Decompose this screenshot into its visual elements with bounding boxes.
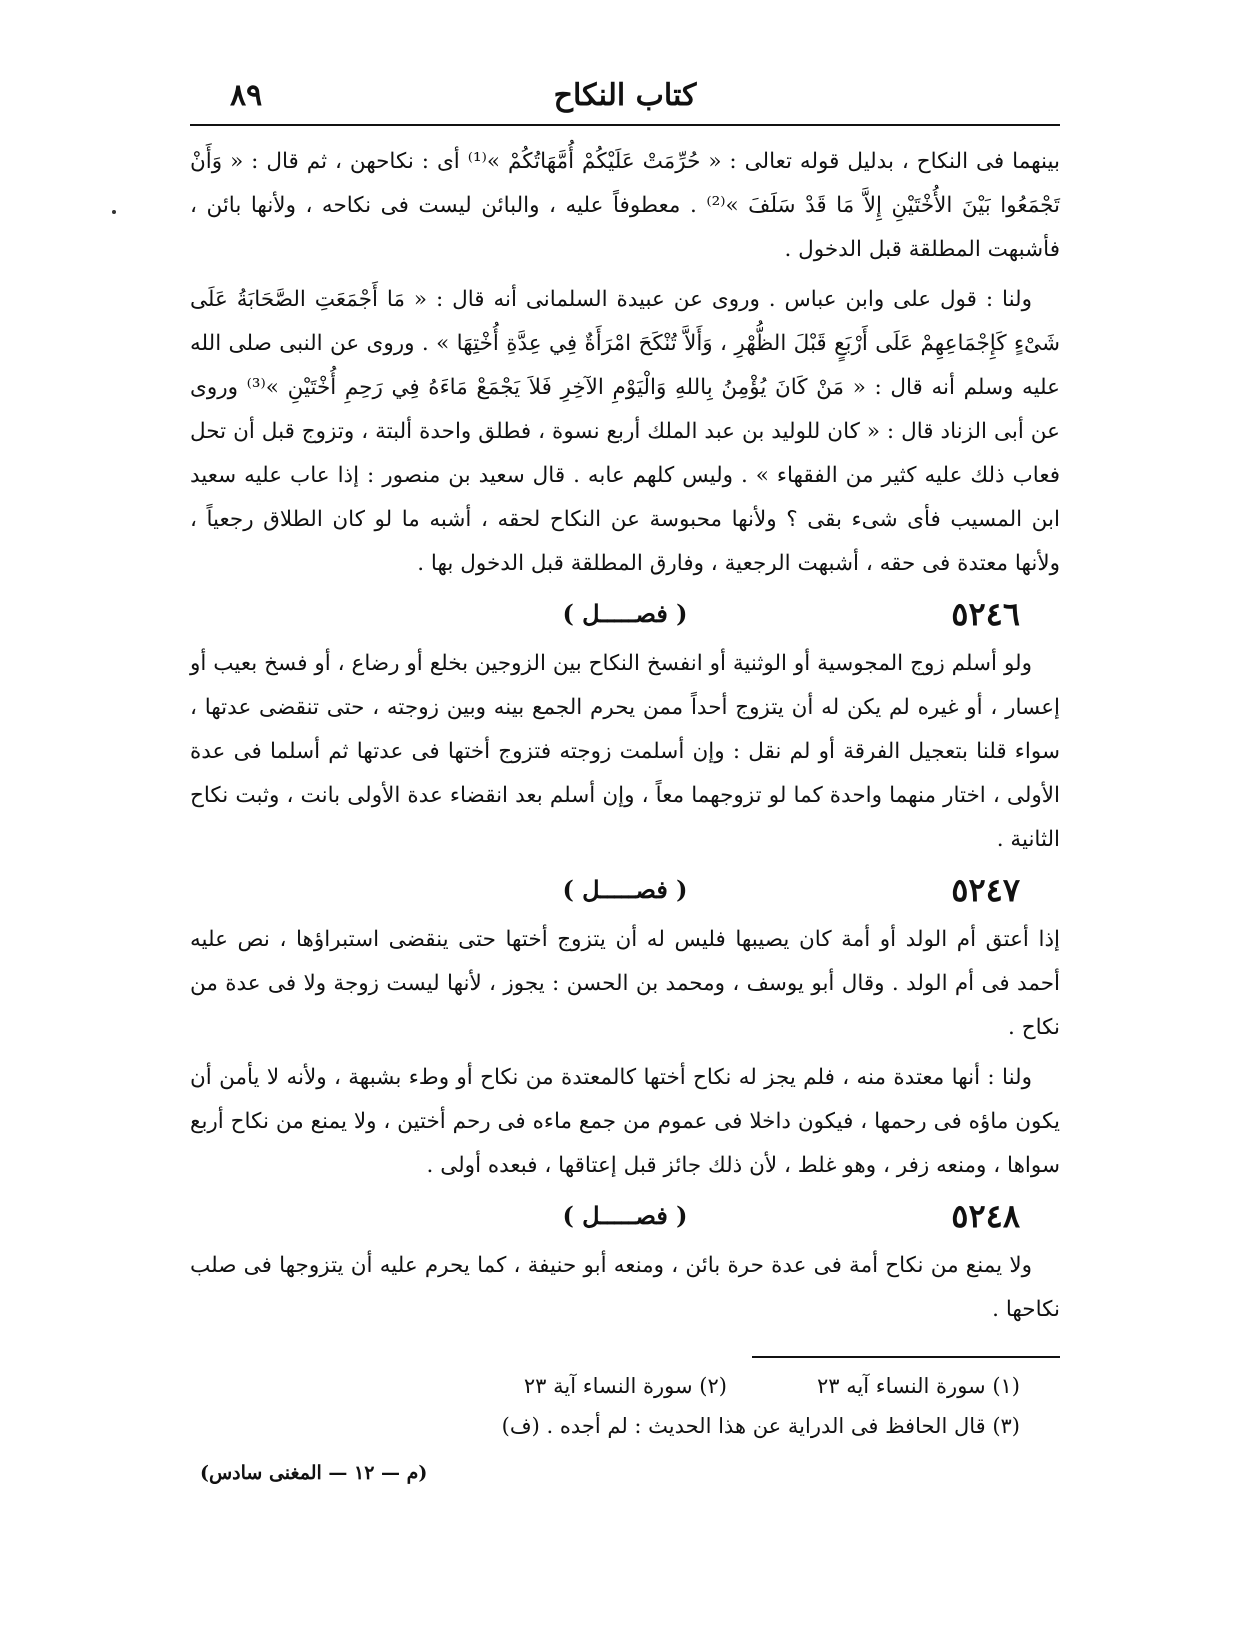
paragraph: بينهما فى النكاح ، بدليل قوله تعالى : « حُرِّمَتْ عَلَيْكُمْ أُمَّهَاتُكُمْ »⁽¹⁾ أى : نكاحهن ، ثم قال : « وَأَنْ تَجْمَعُوا بَيْنَ الأُخْتَيْنِ إِلاَّ مَا قَدْ سَلَفَ »⁽²⁾ . معطوفاً عليه ، والبائن ليست فى نكاحه ، ولأنها بائن ، فأشبهت المطلقة قبل الدخول . (190, 149, 1061, 262)
footnote-2: (٢) سورة النساء آية ٢٣ (523, 1374, 727, 1398)
section-title: ( فصـــــل ) (562, 599, 688, 628)
section-heading (190, 1194, 1060, 1240)
page-number: ٨٩ (230, 78, 263, 113)
footnote-row (190, 1366, 1020, 1406)
section-number: ٥٢٤٦ (951, 595, 1020, 633)
footnote-rule (752, 1356, 1060, 1358)
volume-signature: (م — ١٢ — المغنى سادس) (200, 1462, 428, 1484)
paragraph: ولنا : أنها معتدة منه ، فلم يجز له نكاح أختها كالمعتدة من نكاح أو وطء بشبهة ، ولأنه لا يأمن أن يكون ماؤه فى رحمها ، فيكون داخلا فى عموم من جمع ماءه فى رحم أختين ، ولا يمنع من نكاح أربع سواها ، ومنعه زفر ، وهو غلط ، لأن ذلك جائز قبل إعتاقها ، فبعده أولى . (190, 1065, 1060, 1178)
paragraph: إذا أعتق أم الولد أو أمة كان يصيبها فليس له أن يتزوج أختها حتى ينقضى استبراؤها ، نص عليه أحمد فى أم الولد . وقال أبو يوسف ، ومحمد بن الحسن : يجوز ، لأنها ليست زوجة ولا فى عدة من نكاح . (190, 927, 1060, 1040)
paragraph: ولا يمنع من نكاح أمة فى عدة حرة بائن ، ومنعه أبو حنيفة ، كما يحرم عليه أن يتزوجها فى صلب نكاحها . (190, 1253, 1060, 1322)
paragraph: ولنا : قول على وابن عباس . وروى عن عبيدة السلمانى أنه قال : « مَا أَجْمَعَتِ الصَّحَابَةُ عَلَى شَىْءٍ كَإِجْمَاعِهِمْ عَلَى أَرْبَعٍ قَبْلَ الظُّهْرِ ، وَأَلاَّ تُنْكَحَ امْرَأَةٌ فِي عِدَّةِ أُخْتِهَا » . وروى عن النبى صلى الله عليه وسلم أنه قال : « مَنْ كَانَ يُؤْمِنُ بِاللهِ وَالْيَوْمِ الآخِرِ فَلاَ يَجْمَعْ مَاءَهُ فِي رَحِمِ أُخْتَيْنِ »⁽³⁾ وروى عن أبى الزناد قال : « كان للوليد بن عبد الملك أربع نسوة ، فطلق واحدة ألبتة ، وتزوج قبل أن تحل فعاب ذلك عليه كثير من الفقهاء » . وليس كلهم عابه . قال سعيد بن منصور : إذا عاب عليه سعيد ابن المسيب فأى شىء بقى ؟ ولأنها محبوسة عن النكاح لحقه ، أشبه ما لو كان الطلاق رجعياً ، ولأنها معتدة فى حقه ، أشبهت الرجعية ، وفارق المطلقة قبل الدخول بها . (190, 287, 1061, 576)
main-text (190, 140, 1060, 1338)
section-heading (190, 868, 1060, 914)
footnote-1: (١) سورة النساء آيه ٢٣ (816, 1374, 1020, 1398)
paragraph: ولو أسلم زوج المجوسية أو الوثنية أو انفسخ النكاح بين الزوجين بخلع أو رضاع ، أو فسخ بعيب أو إعسار ، أو غيره لم يكن له أن يتزوج أحداً ممن يحرم الجمع بينه وبين زوجته ، حتى تنقضى عدتها ، سواء قلنا بتعجيل الفرقة أو لم نقل : وإن أسلمت زوجته فتزوج أختها فى عدتها ثم أسلما فى عدة الأولى ، اختار منهما واحدة كما لو تزوجهما معاً ، وإن أسلم بعد انقضاء عدة الأولى بانت ، وثبت نكاح الثانية . (190, 651, 1060, 852)
header-rule (190, 124, 1060, 126)
section-title: ( فصـــــل ) (562, 875, 688, 904)
footnote-3: (٣) قال الحافظ فى الدراية عن هذا الحديث : لم أجده . (ف) (501, 1414, 1020, 1438)
section-heading (190, 592, 1060, 638)
footnotes (190, 1366, 1020, 1446)
section-number: ٥٢٤٧ (951, 871, 1020, 909)
section-title: ( فصـــــل ) (562, 1201, 688, 1230)
page-header (190, 70, 1060, 122)
margin-mark (112, 210, 116, 214)
running-title: كتاب النكاح (553, 78, 697, 113)
section-number: ٥٢٤٨ (951, 1197, 1020, 1235)
